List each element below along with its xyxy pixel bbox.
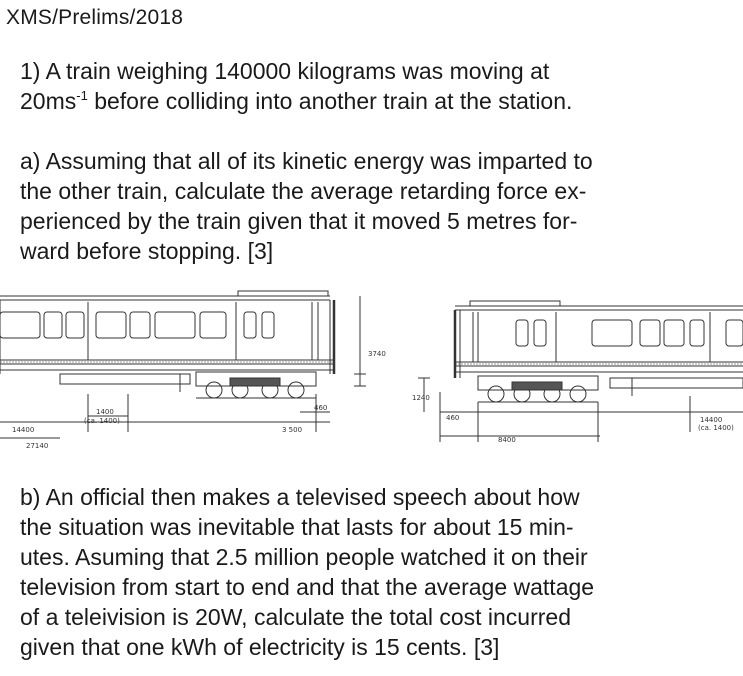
speed-exponent: -1 (76, 88, 88, 103)
question-part-b (20, 482, 730, 662)
train-technical-drawing (0, 282, 743, 462)
question-1 (20, 56, 730, 116)
dim-label: (ca. 1400) (84, 417, 120, 425)
question-1-line-2-rest: before colliding into another train at the station. (87, 88, 573, 114)
part-a-line-2: the other train, calculate the average retarding force ex- (20, 178, 587, 204)
part-b-line-2: the situation was inevitable that lasts for about 15 min- (20, 514, 574, 540)
dim-label: 460 (314, 404, 328, 412)
part-b-line-1: b) An official then makes a televised speech about how (20, 484, 580, 510)
part-b-line-4: television from start to end and that the average wattage (20, 574, 595, 600)
dim-label: 3740 (368, 350, 386, 358)
part-b-line-5: of a teleivision is 20W, calculate the total cost incurred (20, 604, 572, 630)
dim-label: 1400 (96, 408, 114, 416)
part-a-line-1: a) Assuming that all of its kinetic energy was imparted to (20, 148, 593, 174)
right-train-car (418, 301, 743, 442)
question-1-line-2 (20, 86, 730, 116)
dim-label: 3 500 (282, 426, 303, 434)
dim-label: 14400 (700, 416, 723, 424)
question-1-line-1: 1) A train weighing 140000 kilograms was moving at (20, 58, 550, 84)
left-bogie (196, 372, 316, 398)
speed-value: 20ms (20, 88, 77, 114)
part-a-line-4: ward before stopping. [3] (20, 238, 274, 264)
right-bogie (478, 376, 598, 402)
part-b-line-6: given that one kWh of electricity is 15 cents. [3] (20, 634, 500, 660)
dim-label: (ca. 1400) (698, 424, 734, 432)
part-a-line-3: perienced by the train given that it moved 5 metres for- (20, 208, 578, 234)
dim-label: 27140 (26, 442, 49, 450)
part-b-line-3: utes. Asuming that 2.5 million people watched it on their (20, 544, 588, 570)
dim-label: 460 (446, 414, 460, 422)
question-part-a (20, 146, 730, 266)
dim-label: 8400 (498, 436, 516, 444)
dim-label: 14400 (12, 426, 35, 434)
left-train-car (0, 291, 366, 438)
dim-label: 1240 (412, 394, 430, 402)
document-header: XMS/Prelims/2018 (6, 6, 184, 29)
